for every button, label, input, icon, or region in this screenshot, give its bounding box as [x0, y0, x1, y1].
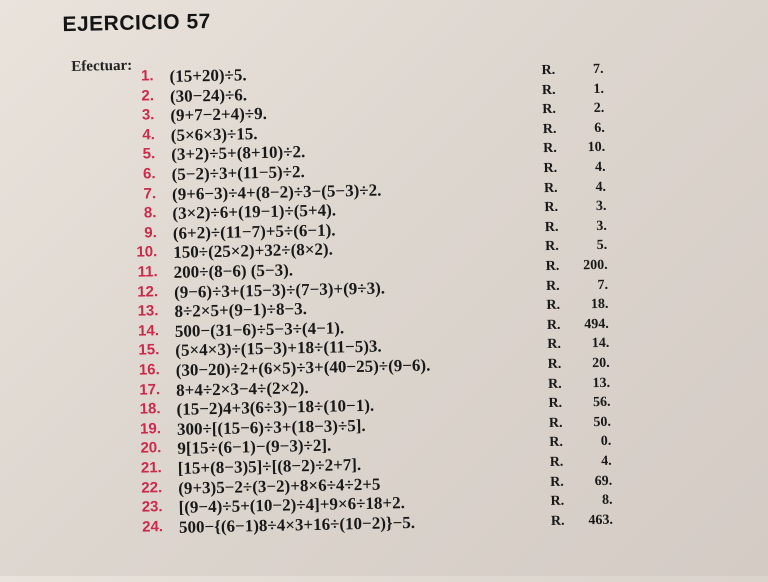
answer-value: 2. — [593, 100, 605, 117]
exercise-expression: (3+2)÷5+(8+10)÷2. — [171, 142, 306, 165]
exercise-number: 11. — [137, 263, 158, 281]
answer-prefix: R. — [548, 415, 563, 431]
exercise-expression: 150÷(25×2)+32÷(8×2). — [173, 239, 334, 263]
answer-value: 13. — [592, 375, 611, 391]
exercise-number: 19. — [139, 419, 162, 438]
exercise-expression: 8+4÷2×3−4÷(2×2). — [175, 377, 309, 400]
answer-value: 200. — [582, 257, 608, 274]
exercise-expression: (3×2)÷6+(19−1)÷(5+4). — [172, 200, 337, 224]
answer-prefix: R. — [544, 199, 559, 216]
exercise-expression: 200÷(8−6) (5−3). — [173, 260, 294, 282]
exercise-number: 6. — [142, 165, 156, 183]
answer-value: 69. — [594, 473, 613, 489]
exercise-number: 16. — [138, 361, 160, 379]
exercise-expression: (5−2)÷3+(11−5)÷2. — [171, 162, 305, 184]
exercise-expression: 8÷2×5+(9−1)÷8−3. — [174, 299, 308, 322]
answer-prefix: R. — [546, 297, 561, 314]
answer-value: 7. — [597, 277, 609, 293]
exercise-expression: 500−{(6−1)8÷4×3+16÷(10−2)}−5. — [178, 512, 416, 537]
exercise-number: 3. — [141, 106, 155, 124]
answer-value: 0. — [600, 434, 612, 450]
answer-value: 18. — [590, 296, 609, 313]
exercise-number: 15. — [138, 341, 160, 359]
exercise-expression: (5×4×3)÷(15−3)+18÷(11−5)3. — [175, 336, 382, 361]
answer-prefix: R. — [544, 219, 559, 235]
answer-prefix: R. — [543, 160, 558, 177]
exercise-expression: (5×6×3)÷15. — [170, 123, 258, 145]
exercise-number: 2. — [141, 86, 155, 105]
answer-value: 10. — [587, 140, 606, 156]
answer-prefix: R. — [549, 474, 564, 490]
answer-value: 6. — [594, 120, 605, 136]
exercise-number: 7. — [143, 184, 157, 203]
exercise-number: 23. — [141, 498, 163, 516]
answer-prefix: R. — [550, 513, 565, 529]
exercise-expression: (15+20)÷5. — [169, 65, 247, 86]
exercise-number: 21. — [140, 459, 162, 477]
exercise-number: 13. — [137, 302, 159, 320]
answer-value: 50. — [593, 414, 612, 430]
answer-prefix: R. — [543, 180, 558, 196]
exercise-number: 4. — [142, 126, 155, 144]
answer-prefix: R. — [545, 258, 560, 275]
exercise-expression: (9+7−2+4)÷9. — [170, 104, 268, 126]
answer-prefix: R. — [545, 278, 560, 294]
answer-prefix: R. — [542, 102, 557, 118]
answer-value: 463. — [588, 512, 614, 529]
answer-value: 5. — [596, 238, 608, 254]
answer-value: 494. — [584, 316, 610, 333]
answer-value: 56. — [592, 394, 611, 411]
exercise-number: 20. — [140, 439, 162, 457]
exercise-number: 9. — [144, 223, 158, 242]
answer-prefix: R. — [546, 317, 561, 333]
answer-value: 14. — [591, 336, 610, 352]
exercise-expression: (15−2)4+3(6÷3)−18÷(10−1). — [176, 395, 375, 420]
answer-prefix: R. — [545, 239, 560, 255]
exercise-expression: 500−(31−6)÷5−3÷(4−1). — [174, 318, 345, 341]
answer-prefix: R. — [549, 435, 564, 451]
answer-prefix: R. — [549, 454, 564, 471]
answer-prefix: R. — [550, 493, 565, 510]
answer-prefix: R. — [547, 337, 562, 353]
exercise-number: 14. — [137, 321, 160, 340]
exercise-expression: (9−6)÷3+(15−3)÷(7−3)+(9÷3). — [173, 278, 386, 302]
answer-value: 1. — [593, 81, 605, 97]
answer-value: 4. — [594, 159, 606, 176]
exercise-expression: [(9−4)÷5+(10−2)÷4]+9×6÷18+2. — [178, 493, 406, 517]
exercise-number: 5. — [142, 145, 156, 163]
exercise-expression: (9+6−3)÷4+(8−2)÷3−(5−3)÷2. — [171, 180, 382, 204]
answer-value: 4. — [595, 179, 607, 195]
answer-value: 8. — [601, 492, 613, 509]
answer-prefix: R. — [542, 121, 557, 137]
exercise-number: 1. — [140, 67, 154, 85]
answer-prefix: R. — [548, 395, 563, 412]
exercise-number: 8. — [143, 204, 157, 222]
exercise-expression: 300÷[(15−6)÷3+(18−3)÷5]. — [176, 415, 366, 439]
exercise-expression: [15+(8−3)5]÷[(8−2)÷2+7]. — [177, 454, 362, 478]
exercise-expression: (6+2)÷(11−7)+5÷(6−1). — [172, 220, 336, 243]
exercise-number: 22. — [141, 478, 163, 497]
exercise-number: 17. — [139, 380, 161, 399]
answer-value: 3. — [596, 218, 607, 234]
answer-prefix: R. — [547, 356, 562, 373]
answer-prefix: R. — [543, 141, 557, 157]
exercise-expression: (30−20)÷2+(6×5)÷3+(40−25)÷(9−6). — [175, 355, 431, 380]
answer-prefix: R. — [547, 376, 562, 392]
answer-value: 4. — [601, 453, 612, 469]
exercise-expression: (30−24)÷6. — [169, 84, 248, 106]
instruction-label: Efectuar: — [71, 57, 133, 75]
exercise-number: 24. — [141, 517, 164, 536]
answer-value: 3. — [595, 198, 607, 215]
exercise-expression: 9[15÷(6−1)−(9−3)÷2]. — [177, 435, 332, 459]
exercise-number: 12. — [137, 282, 159, 301]
exercise-expression: (9+3)5−2÷(3−2)+8×6÷4÷2+5 — [177, 474, 381, 498]
answer-value: 20. — [592, 355, 610, 372]
exercise-title: EJERCICIO 57 — [62, 10, 212, 37]
answer-value: 7. — [592, 61, 604, 78]
exercise-number: 18. — [139, 400, 161, 418]
answer-prefix: R. — [541, 62, 556, 79]
answer-prefix: R. — [541, 82, 556, 98]
exercise-number: 10. — [136, 243, 158, 262]
